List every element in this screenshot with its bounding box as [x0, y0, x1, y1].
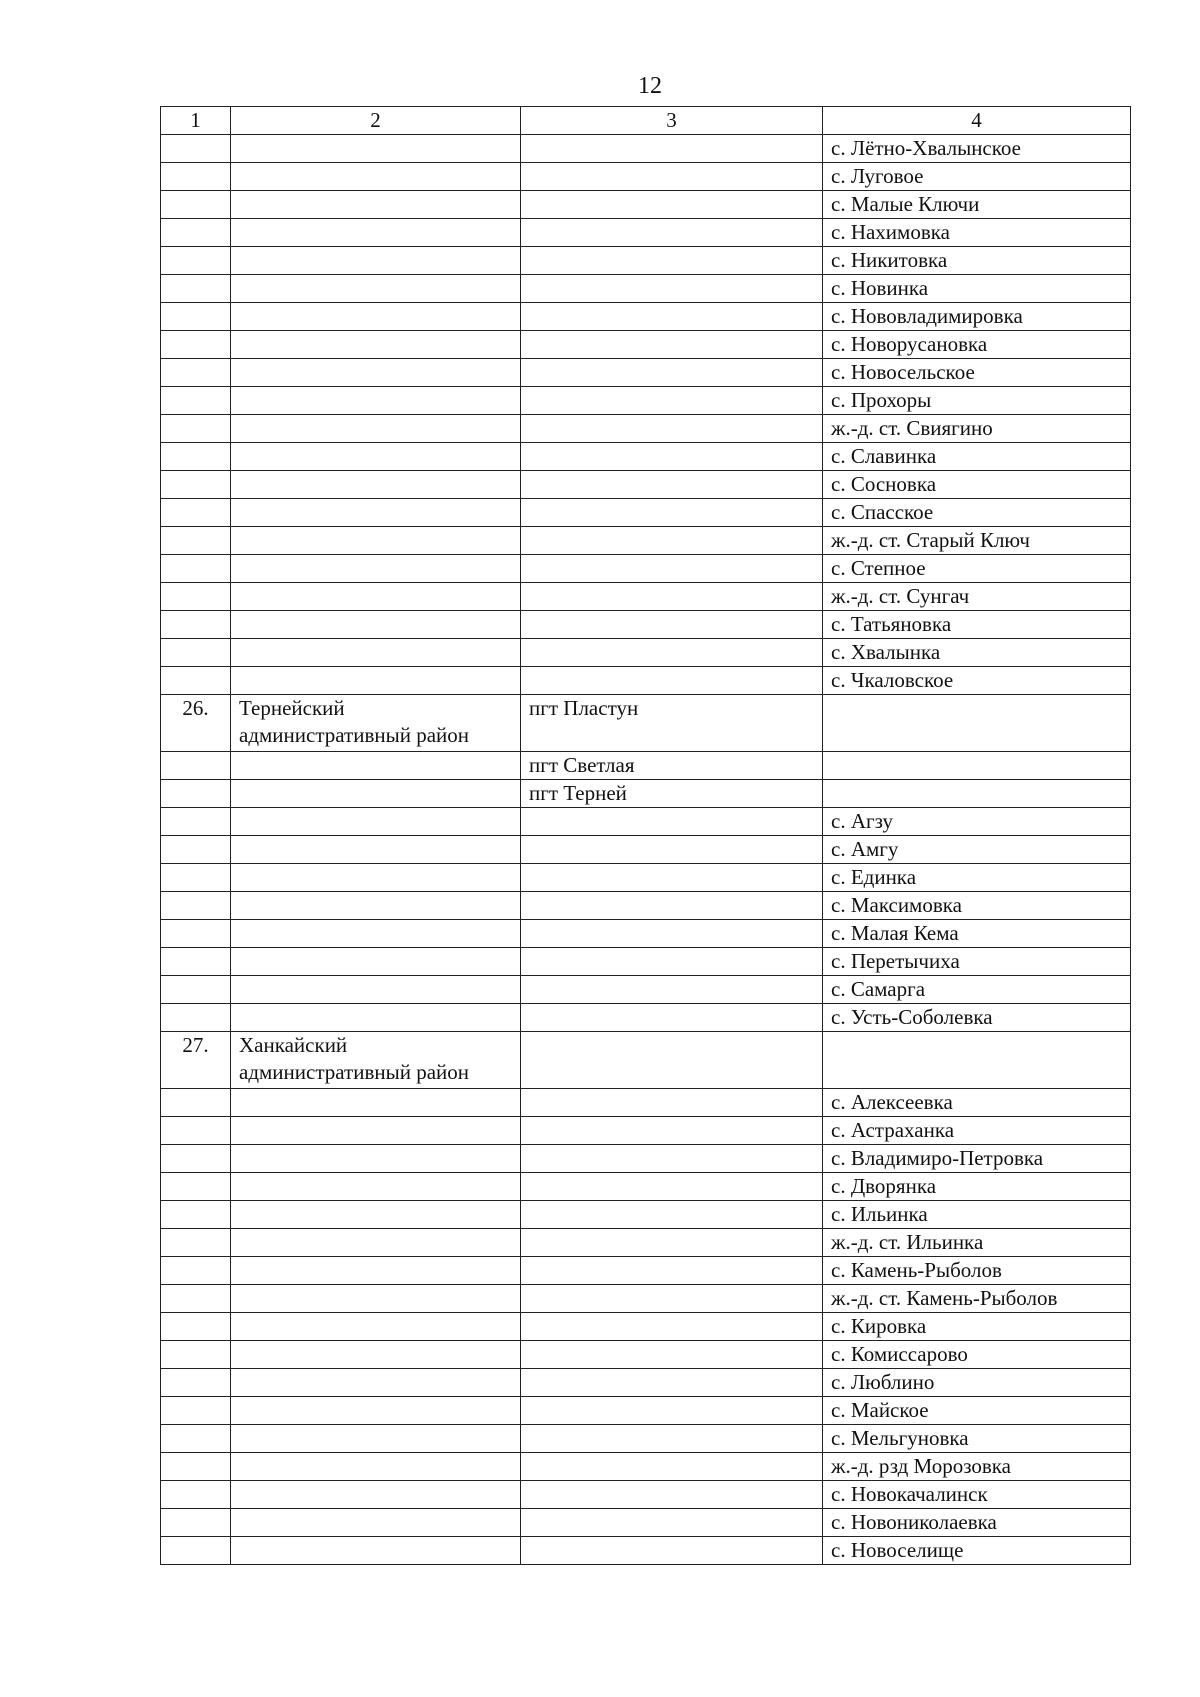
row-number-cell	[161, 1173, 231, 1201]
district-cell	[231, 611, 521, 639]
row-number-cell	[161, 1117, 231, 1145]
district-cell	[231, 331, 521, 359]
rural-settlement-cell	[823, 695, 1131, 752]
urban-settlement-cell	[521, 611, 823, 639]
table-row	[161, 1425, 1131, 1453]
table-row	[161, 808, 1131, 836]
row-number-cell	[161, 1201, 231, 1229]
rural-settlement-cell: с. Нововладимировка	[823, 303, 1131, 331]
table-row	[161, 303, 1131, 331]
urban-settlement-cell	[521, 1397, 823, 1425]
rural-settlement-cell: с. Агзу	[823, 808, 1131, 836]
rural-settlement-cell: с. Малая Кема	[823, 920, 1131, 948]
urban-settlement-cell	[521, 1341, 823, 1369]
district-cell	[231, 1229, 521, 1257]
urban-settlement-cell	[521, 1089, 823, 1117]
table-row	[161, 611, 1131, 639]
rural-settlement-cell: ж.-д. ст. Сунгач	[823, 583, 1131, 611]
urban-settlement-cell	[521, 667, 823, 695]
row-number-cell	[161, 667, 231, 695]
district-cell	[231, 1481, 521, 1509]
urban-settlement-cell	[521, 1537, 823, 1565]
district-cell: Тернейский административный район	[231, 695, 521, 752]
rural-settlement-cell: с. Новоселище	[823, 1537, 1131, 1565]
row-number-cell	[161, 920, 231, 948]
district-cell	[231, 948, 521, 976]
row-number-cell	[161, 499, 231, 527]
district-cell	[231, 1397, 521, 1425]
urban-settlement-cell	[521, 1509, 823, 1537]
table-row	[161, 555, 1131, 583]
rural-settlement-cell: ж.-д. ст. Свиягино	[823, 415, 1131, 443]
urban-settlement-cell	[521, 499, 823, 527]
row-number-cell	[161, 948, 231, 976]
urban-settlement-cell	[521, 135, 823, 163]
urban-settlement-cell	[521, 1032, 823, 1089]
table-row	[161, 1397, 1131, 1425]
table-row	[161, 443, 1131, 471]
rural-settlement-cell: с. Луговое	[823, 163, 1131, 191]
rural-settlement-cell: с. Нахимовка	[823, 219, 1131, 247]
table-row	[161, 667, 1131, 695]
rural-settlement-cell: с. Новинка	[823, 275, 1131, 303]
table-row	[161, 948, 1131, 976]
district-cell	[231, 1145, 521, 1173]
row-number-cell	[161, 864, 231, 892]
row-number-cell	[161, 1313, 231, 1341]
urban-settlement-cell	[521, 443, 823, 471]
rural-settlement-cell: с. Кировка	[823, 1313, 1131, 1341]
district-cell	[231, 415, 521, 443]
row-number-cell	[161, 1481, 231, 1509]
district-cell	[231, 163, 521, 191]
table-row	[161, 191, 1131, 219]
rural-settlement-cell: с. Степное	[823, 555, 1131, 583]
table-row	[161, 219, 1131, 247]
table-row	[161, 920, 1131, 948]
row-number-cell	[161, 527, 231, 555]
district-cell: Ханкайский административный район	[231, 1032, 521, 1089]
rural-settlement-cell: с. Никитовка	[823, 247, 1131, 275]
row-number-cell	[161, 1369, 231, 1397]
table-row	[161, 1145, 1131, 1173]
urban-settlement-cell	[521, 471, 823, 499]
rural-settlement-cell: ж.-д. ст. Ильинка	[823, 1229, 1131, 1257]
row-number-cell	[161, 415, 231, 443]
row-number-cell	[161, 331, 231, 359]
rural-settlement-cell: с. Самарга	[823, 976, 1131, 1004]
urban-settlement-cell	[521, 1257, 823, 1285]
row-number-cell	[161, 275, 231, 303]
row-number-cell	[161, 780, 231, 808]
row-number-cell	[161, 1285, 231, 1313]
row-number-cell	[161, 191, 231, 219]
urban-settlement-cell	[521, 583, 823, 611]
rural-settlement-cell: с. Татьяновка	[823, 611, 1131, 639]
rural-settlement-cell: с. Амгу	[823, 836, 1131, 864]
rural-settlement-cell: с. Алексеевка	[823, 1089, 1131, 1117]
district-cell	[231, 892, 521, 920]
urban-settlement-cell	[521, 191, 823, 219]
urban-settlement-cell	[521, 1453, 823, 1481]
urban-settlement-cell	[521, 1173, 823, 1201]
table-body	[161, 107, 1131, 1565]
table-row	[161, 359, 1131, 387]
row-number-cell	[161, 1537, 231, 1565]
urban-settlement-cell	[521, 555, 823, 583]
table-row	[161, 331, 1131, 359]
district-cell	[231, 1509, 521, 1537]
table-row	[161, 135, 1131, 163]
district-cell	[231, 1341, 521, 1369]
rural-settlement-cell: с. Майское	[823, 1397, 1131, 1425]
urban-settlement-cell	[521, 219, 823, 247]
rural-settlement-cell: с. Хвалынка	[823, 639, 1131, 667]
district-cell	[231, 1173, 521, 1201]
table-row	[161, 1369, 1131, 1397]
row-number-cell: 26.	[161, 695, 231, 752]
urban-settlement-cell	[521, 1313, 823, 1341]
row-number-cell	[161, 359, 231, 387]
district-cell	[231, 667, 521, 695]
column-header-4: 4	[823, 107, 1131, 135]
rural-settlement-cell: с. Усть-Соболевка	[823, 1004, 1131, 1032]
district-cell	[231, 303, 521, 331]
rural-settlement-cell: с. Астраханка	[823, 1117, 1131, 1145]
urban-settlement-cell	[521, 331, 823, 359]
table-row	[161, 639, 1131, 667]
row-number-cell	[161, 135, 231, 163]
row-number-cell	[161, 892, 231, 920]
row-number-cell	[161, 163, 231, 191]
rural-settlement-cell	[823, 752, 1131, 780]
urban-settlement-cell	[521, 163, 823, 191]
rural-settlement-cell: с. Лётно-Хвалынское	[823, 135, 1131, 163]
urban-settlement-cell	[521, 836, 823, 864]
rural-settlement-cell	[823, 780, 1131, 808]
row-number-cell	[161, 1397, 231, 1425]
district-cell	[231, 1369, 521, 1397]
row-number-cell	[161, 471, 231, 499]
row-number-cell	[161, 1509, 231, 1537]
column-header-2: 2	[231, 107, 521, 135]
row-number-cell	[161, 1229, 231, 1257]
table-row	[161, 527, 1131, 555]
row-number-cell	[161, 1425, 231, 1453]
rural-settlement-cell: с. Мельгуновка	[823, 1425, 1131, 1453]
district-cell	[231, 527, 521, 555]
district-cell	[231, 1313, 521, 1341]
district-cell	[231, 1453, 521, 1481]
rural-settlement-cell: ж.-д. ст. Камень-Рыболов	[823, 1285, 1131, 1313]
rural-settlement-cell: с. Чкаловское	[823, 667, 1131, 695]
row-number-cell	[161, 752, 231, 780]
row-number-cell	[161, 387, 231, 415]
district-cell	[231, 1537, 521, 1565]
rural-settlement-cell: с. Новорусановка	[823, 331, 1131, 359]
table-row	[161, 1285, 1131, 1313]
table-row	[161, 1004, 1131, 1032]
table-row	[161, 976, 1131, 1004]
district-cell	[231, 135, 521, 163]
row-number-cell	[161, 1089, 231, 1117]
urban-settlement-cell	[521, 415, 823, 443]
district-cell	[231, 780, 521, 808]
row-number-cell	[161, 303, 231, 331]
urban-settlement-cell	[521, 1201, 823, 1229]
table-row	[161, 1229, 1131, 1257]
district-cell	[231, 471, 521, 499]
urban-settlement-cell	[521, 1481, 823, 1509]
column-header-3: 3	[521, 107, 823, 135]
table-row	[161, 471, 1131, 499]
row-number-cell	[161, 555, 231, 583]
row-number-cell	[161, 639, 231, 667]
table-row	[161, 247, 1131, 275]
table-row	[161, 780, 1131, 808]
urban-settlement-cell	[521, 1229, 823, 1257]
row-number-cell	[161, 611, 231, 639]
table-header-row	[161, 107, 1131, 135]
rural-settlement-cell	[823, 1032, 1131, 1089]
rural-settlement-cell: с. Малые Ключи	[823, 191, 1131, 219]
table-row	[161, 1341, 1131, 1369]
table-row	[161, 583, 1131, 611]
urban-settlement-cell	[521, 864, 823, 892]
table-row	[161, 1257, 1131, 1285]
urban-settlement-cell: пгт Терней	[521, 780, 823, 808]
rural-settlement-cell: с. Новокачалинск	[823, 1481, 1131, 1509]
district-cell	[231, 443, 521, 471]
district-cell	[231, 191, 521, 219]
rural-settlement-cell: ж.-д. ст. Старый Ключ	[823, 527, 1131, 555]
district-cell	[231, 387, 521, 415]
district-cell	[231, 808, 521, 836]
rural-settlement-cell: с. Славинка	[823, 443, 1131, 471]
district-cell	[231, 1285, 521, 1313]
rural-settlement-cell: с. Люблино	[823, 1369, 1131, 1397]
urban-settlement-cell	[521, 920, 823, 948]
table-row	[161, 415, 1131, 443]
district-cell	[231, 275, 521, 303]
table-row	[161, 275, 1131, 303]
settlements-table	[160, 106, 1131, 1565]
rural-settlement-cell: с. Сосновка	[823, 471, 1131, 499]
urban-settlement-cell	[521, 247, 823, 275]
district-cell	[231, 219, 521, 247]
urban-settlement-cell	[521, 892, 823, 920]
row-number-cell	[161, 836, 231, 864]
row-number-cell	[161, 1341, 231, 1369]
rural-settlement-cell: с. Камень-Рыболов	[823, 1257, 1131, 1285]
table-row	[161, 695, 1131, 752]
table-row	[161, 1173, 1131, 1201]
table-row	[161, 892, 1131, 920]
urban-settlement-cell	[521, 808, 823, 836]
table-row	[161, 163, 1131, 191]
urban-settlement-cell	[521, 275, 823, 303]
table-row	[161, 1537, 1131, 1565]
row-number-cell	[161, 976, 231, 1004]
urban-settlement-cell	[521, 1285, 823, 1313]
row-number-cell	[161, 808, 231, 836]
district-cell	[231, 976, 521, 1004]
district-cell	[231, 1089, 521, 1117]
district-cell	[231, 864, 521, 892]
district-cell	[231, 1257, 521, 1285]
table-row	[161, 1201, 1131, 1229]
rural-settlement-cell: с. Максимовка	[823, 892, 1131, 920]
urban-settlement-cell	[521, 359, 823, 387]
urban-settlement-cell: пгт Пластун	[521, 695, 823, 752]
urban-settlement-cell	[521, 303, 823, 331]
rural-settlement-cell: с. Спасское	[823, 499, 1131, 527]
district-cell	[231, 639, 521, 667]
district-cell	[231, 499, 521, 527]
row-number-cell	[161, 219, 231, 247]
row-number-cell	[161, 247, 231, 275]
rural-settlement-cell: с. Ильинка	[823, 1201, 1131, 1229]
row-number-cell	[161, 583, 231, 611]
rural-settlement-cell: с. Новониколаевка	[823, 1509, 1131, 1537]
row-number-cell	[161, 1257, 231, 1285]
urban-settlement-cell	[521, 1369, 823, 1397]
district-cell	[231, 1201, 521, 1229]
page-number: 12	[638, 73, 662, 99]
row-number-cell	[161, 1145, 231, 1173]
rural-settlement-cell: с. Комиссарово	[823, 1341, 1131, 1369]
district-cell	[231, 555, 521, 583]
urban-settlement-cell	[521, 1145, 823, 1173]
rural-settlement-cell: с. Единка	[823, 864, 1131, 892]
rural-settlement-cell: с. Перетычиха	[823, 948, 1131, 976]
urban-settlement-cell	[521, 527, 823, 555]
table-row	[161, 1481, 1131, 1509]
rural-settlement-cell: с. Новосельское	[823, 359, 1131, 387]
row-number-cell: 27.	[161, 1032, 231, 1089]
rural-settlement-cell: ж.-д. рзд Морозовка	[823, 1453, 1131, 1481]
table-row	[161, 1313, 1131, 1341]
rural-settlement-cell: с. Прохоры	[823, 387, 1131, 415]
district-cell	[231, 359, 521, 387]
district-cell	[231, 752, 521, 780]
table-row	[161, 1089, 1131, 1117]
table-row	[161, 1453, 1131, 1481]
table-row	[161, 499, 1131, 527]
rural-settlement-cell: с. Владимиро-Петровка	[823, 1145, 1131, 1173]
district-cell	[231, 1004, 521, 1032]
urban-settlement-cell	[521, 976, 823, 1004]
urban-settlement-cell	[521, 1425, 823, 1453]
table-row	[161, 836, 1131, 864]
district-cell	[231, 1117, 521, 1145]
table-row	[161, 387, 1131, 415]
district-cell	[231, 920, 521, 948]
urban-settlement-cell	[521, 1117, 823, 1145]
urban-settlement-cell: пгт Светлая	[521, 752, 823, 780]
urban-settlement-cell	[521, 1004, 823, 1032]
row-number-cell	[161, 443, 231, 471]
urban-settlement-cell	[521, 639, 823, 667]
urban-settlement-cell	[521, 387, 823, 415]
column-header-1: 1	[161, 107, 231, 135]
district-cell	[231, 247, 521, 275]
row-number-cell	[161, 1004, 231, 1032]
table-row	[161, 752, 1131, 780]
table-row	[161, 1117, 1131, 1145]
rural-settlement-cell: с. Дворянка	[823, 1173, 1131, 1201]
district-cell	[231, 583, 521, 611]
district-cell	[231, 836, 521, 864]
table-row	[161, 864, 1131, 892]
urban-settlement-cell	[521, 948, 823, 976]
table-row	[161, 1509, 1131, 1537]
row-number-cell	[161, 1453, 231, 1481]
district-cell	[231, 1425, 521, 1453]
table-row	[161, 1032, 1131, 1089]
